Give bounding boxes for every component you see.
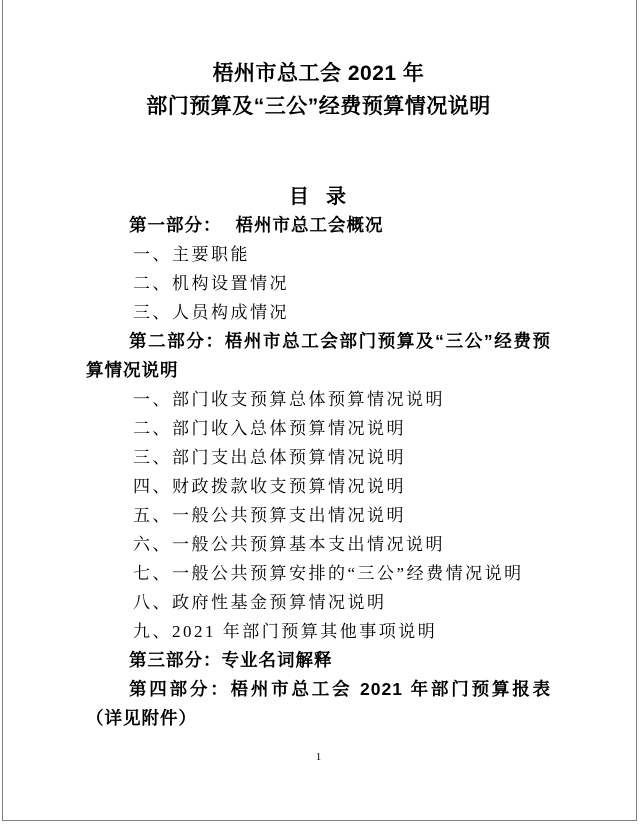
toc-part4-title: 梧州市总工会 2021 年部门预算报表（详见附件） xyxy=(86,679,552,728)
document-title-line1: 梧州市总工会 2021 年 xyxy=(212,62,425,85)
toc-part1-item-2: 二、机构设置情况 xyxy=(133,274,289,293)
toc-part2-item-2: 二、部门收入总体预算情况说明 xyxy=(133,419,406,438)
toc-part1-heading xyxy=(86,211,551,240)
toc-part2-item-5: 五、一般公共预算支出情况说明 xyxy=(133,506,406,525)
page-number: 1 xyxy=(315,751,322,763)
toc-part1-item-1: 一、主要职能 xyxy=(133,245,250,264)
toc-part4-label: 第四部分： xyxy=(129,679,231,699)
toc-part3-label: 第三部分： xyxy=(129,650,222,670)
table-of-contents xyxy=(86,211,551,733)
page-content xyxy=(86,0,551,765)
toc-part2-title: 梧州市总工会部门预算及“三公”经费预算情况说明 xyxy=(86,331,552,380)
toc-part2-item-8: 八、政府性基金预算情况说明 xyxy=(133,593,387,612)
toc-part2-item-6: 六、一般公共预算基本支出情况说明 xyxy=(133,535,445,554)
toc-part4-heading xyxy=(86,675,551,733)
toc-part2-item-7: 七、一般公共预算安排的“三公”经费情况说明 xyxy=(133,564,524,583)
toc-part2-item-3: 三、部门支出总体预算情况说明 xyxy=(133,448,406,467)
document-title xyxy=(86,0,551,123)
toc-part2-item-9: 九、2021 年部门预算其他事项说明 xyxy=(133,622,438,641)
toc-part1-item-3: 三、人员构成情况 xyxy=(133,303,289,322)
toc-part1-label: 第一部分： xyxy=(129,215,222,235)
toc-part3-title: 专业名词解释 xyxy=(221,650,333,670)
toc-part1-title: 梧州市总工会概况 xyxy=(235,215,384,235)
toc-heading: 目 录 xyxy=(288,186,349,208)
toc-part2-label: 第二部分： xyxy=(129,331,225,351)
toc-part3-heading xyxy=(86,646,551,675)
toc-part2-item-1: 一、部门收支预算总体预算情况说明 xyxy=(133,390,445,409)
toc-part2-heading xyxy=(86,327,551,385)
toc-part2-item-4: 四、财政拨款收支预算情况说明 xyxy=(133,477,406,496)
document-title-line2: 部门预算及“三公”经费预算情况说明 xyxy=(146,95,491,118)
